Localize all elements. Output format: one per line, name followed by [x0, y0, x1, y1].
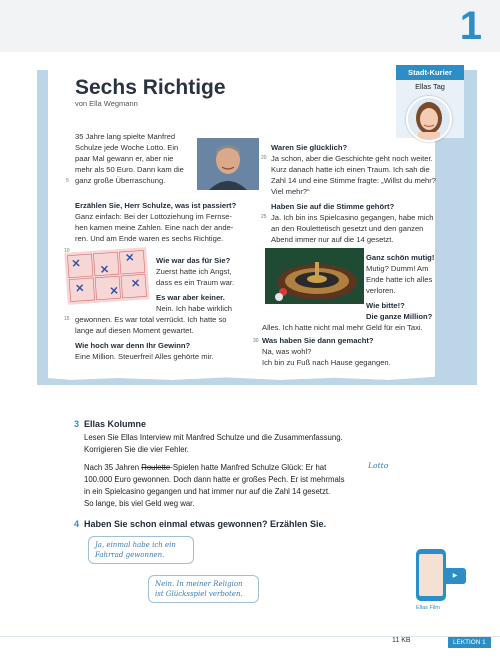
newspaper-badge: Stadt-Kurier [396, 65, 464, 80]
line-number: 20 [261, 155, 267, 161]
answer-line: Mutig? Dumm! Am [366, 264, 429, 273]
answer-line: Ja. Ich bin ins Spielcasino gegangen, habe mich [271, 213, 434, 222]
intro-line: Schulze jede Woche Lotto. Ein [75, 143, 179, 152]
answer-line: Kurz danach hatte ich einen Traum. Ich sah die [271, 165, 430, 174]
text-segment: Nach 35 Jahren [84, 463, 142, 472]
answer-line: Ganz einfach: Bei der Lottoziehung im Fernse- [75, 212, 233, 221]
question: Erzählen Sie, Herr Schulze, was ist passiert? [75, 201, 237, 210]
footer-divider [0, 636, 500, 637]
badge-subtitle: Ellas Tag [415, 82, 445, 91]
answer-line: Zuerst hatte ich Angst, [156, 267, 232, 276]
answer-line: Eine Million. Steuerfrei! Alles gehörte mir. [75, 352, 214, 361]
exercise-4-number: 4 [74, 519, 80, 529]
bubble-line: Fahrrad gewonnen. [95, 551, 165, 559]
intro-line: paar Mal gewann er, aber nie [75, 154, 174, 163]
answer-line: Alles. Ich hatte nicht mal mehr Geld für ein Taxi. [262, 323, 423, 332]
lesson-tag: LEKTION 1 [448, 637, 491, 648]
question: Haben Sie auf die Stimme gehört? [271, 202, 395, 211]
question: Wie war das für Sie? [156, 256, 231, 265]
struck-word: Roulette [141, 463, 171, 472]
answer-line: an den Roulettetisch gesetzt und den ganzen [271, 224, 424, 233]
page-number: 11 KB [392, 637, 411, 644]
text-segment: -Spielen hatte Manfred Schulze Glück: Er hat [170, 463, 327, 472]
line-number: 25 [261, 214, 267, 220]
bubble-line: ist Glücksspiel verboten. [155, 590, 243, 598]
answer-line: hen kamen meine Zahlen. Eine nach der ande- [75, 223, 234, 232]
question: Was haben Sie dann gemacht? [262, 336, 374, 345]
answer-line: verloren. [366, 286, 396, 295]
line-number: 15 [64, 316, 70, 322]
answer-line: gewonnen. Es war total verrückt. Ich hatte so [75, 315, 227, 324]
question: Waren Sie glücklich? [271, 143, 348, 152]
exercise-3-number: 3 [74, 419, 80, 429]
speech-bubble [148, 575, 259, 603]
intro-line: ganz große Überraschung. [75, 176, 166, 185]
answer-line: Na, was wohl? [262, 347, 312, 356]
answer-line: Ja schon, aber die Geschichte geht noch weiter. [271, 154, 433, 163]
answer-line: Nein. Ich habe wirklich [156, 304, 232, 313]
answer-line: Ich bin zu Fuß nach Hause gegangen. [262, 358, 391, 367]
article-author: von Ella Wegmann [75, 99, 138, 108]
exercise-3-instruction: Korrigieren Sie die vier Fehler. [84, 445, 189, 454]
intro-line: mehr als 50 Euro. Dann kam die [75, 165, 184, 174]
question: Die ganze Million? [366, 312, 433, 321]
phone-screen [419, 554, 443, 596]
answer-line: dass es ein Traum war. [156, 278, 235, 287]
exercise-4-title: Haben Sie schon einmal etwas gewonnen? Erzählen Sie. [84, 519, 327, 529]
film-label: Ellas Film [416, 605, 440, 611]
speech-bubble [88, 536, 194, 564]
exercise-3-text-line: 100.000 Euro gewonnen. Doch dann hatte er großes Pech. Er ist mehrmals [84, 475, 345, 484]
top-band [0, 0, 500, 52]
answer-line: Ende hatte ich alles [366, 275, 433, 284]
question: Ganz schön mutig! [366, 253, 435, 262]
answer-line: Viel mehr?“ [271, 187, 310, 196]
answer-line: lange auf diesen Moment gewartet. [75, 326, 194, 335]
line-number: 30 [253, 338, 259, 344]
exercise-3-text-line [84, 462, 326, 474]
handwritten-correction: Lotto [368, 461, 389, 470]
article-title: Sechs Richtige [75, 76, 226, 99]
woman-portrait-icon [408, 98, 450, 140]
intro-line: 35 Jahre lang spielte Manfred [75, 132, 176, 141]
manfred-photo [197, 138, 259, 190]
bubble-line: Nein. In meiner Religion [155, 580, 243, 588]
question: Es war aber keiner. [156, 293, 225, 302]
roulette-photo [265, 248, 364, 304]
question: Wie bitte!? [366, 301, 405, 310]
bubble-line: Ja, einmal habe ich ein [95, 541, 176, 549]
roulette-wheel-icon [265, 248, 364, 304]
line-number: 10 [64, 248, 70, 254]
exercise-3-title: Ellas Kolumne [84, 419, 147, 429]
exercise-3-text-line: in ein Spielcasino gegangen und hat immer nur auf die Zahl 14 gesetzt. [84, 487, 331, 496]
exercise-3-instruction: Lesen Sie Ellas Interview mit Manfred Schulze und die Zusammenfassung. [84, 433, 343, 442]
exercise-3-text-line: So lange, bis viel Geld weg war. [84, 499, 195, 508]
author-portrait [406, 96, 452, 142]
lesson-number: 1 [459, 4, 482, 48]
answer-line: Zahl 14 und eine Stimme fragte: „Willst du mehr? [271, 176, 437, 185]
answer-line: ren. Und am Ende waren es sechs Richtige. [75, 234, 224, 243]
line-number: 5 [66, 178, 69, 184]
video-badge-icon[interactable]: ▶ [444, 568, 466, 584]
question: Wie hoch war denn Ihr Gewinn? [75, 341, 191, 350]
answer-line: Abend immer nur auf die 14 gesetzt. [271, 235, 394, 244]
lotto-ticket-photo [64, 247, 149, 305]
man-portrait-icon [197, 138, 259, 190]
lotto-ticket-icon [64, 247, 149, 305]
